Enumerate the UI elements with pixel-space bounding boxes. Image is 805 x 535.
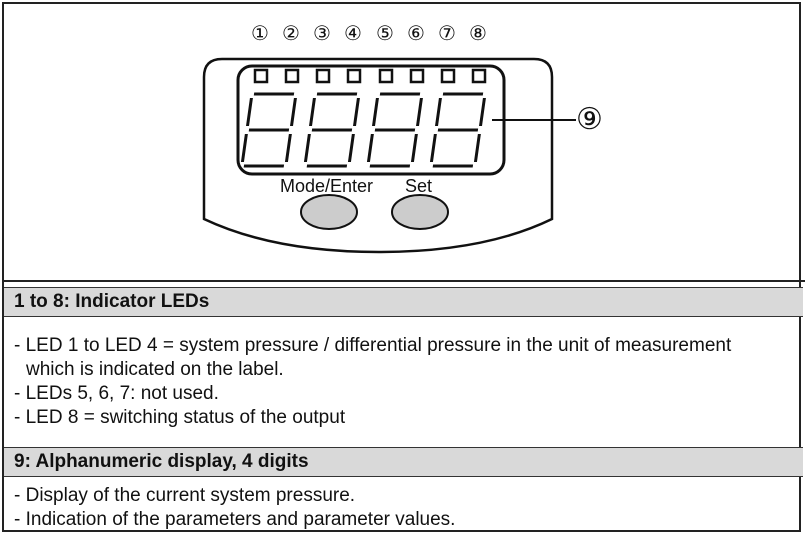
led-4 bbox=[348, 70, 360, 82]
digit-2 bbox=[305, 94, 359, 166]
led-number-6: ⑥ bbox=[407, 23, 425, 45]
led-number-4: ④ bbox=[344, 23, 362, 45]
led-line-4: - LED 8 = switching status of the output bbox=[14, 407, 346, 428]
set-label: Set bbox=[405, 176, 433, 196]
led-line-2: which is indicated on the label. bbox=[26, 359, 284, 380]
mode-enter-label: Mode/Enter bbox=[280, 176, 374, 196]
digit-1 bbox=[242, 94, 296, 166]
led-line-3: - LEDs 5, 6, 7: not used. bbox=[14, 383, 219, 404]
display-window bbox=[238, 66, 504, 174]
device-housing bbox=[204, 59, 552, 252]
digit-4 bbox=[431, 94, 485, 166]
mode-enter-button-shape bbox=[301, 195, 357, 229]
led-8 bbox=[473, 70, 485, 82]
display-line-1: - Display of the current system pressure. bbox=[14, 485, 356, 506]
device-drawing bbox=[4, 4, 805, 282]
led-number-7: ⑦ bbox=[438, 23, 456, 45]
section-body-display bbox=[4, 484, 803, 532]
display-line-2: - Indication of the parameters and parameter values. bbox=[14, 509, 456, 530]
section-header-display: 9: Alphanumeric display, 4 digits bbox=[4, 447, 803, 477]
led-6 bbox=[411, 70, 423, 82]
section-body-leds bbox=[4, 334, 803, 430]
led-2 bbox=[286, 70, 298, 82]
section-header-leds: 1 to 8: Indicator LEDs bbox=[4, 287, 803, 317]
page-frame bbox=[2, 2, 801, 532]
seven-segment-digits bbox=[242, 94, 485, 166]
digit-3 bbox=[368, 94, 422, 166]
led-indicators bbox=[255, 70, 485, 82]
led-number-5: ⑤ bbox=[376, 23, 394, 45]
led-7 bbox=[442, 70, 454, 82]
led-number-1: ① bbox=[251, 23, 269, 45]
led-number-3: ③ bbox=[313, 23, 331, 45]
set-button-shape bbox=[392, 195, 448, 229]
led-1 bbox=[255, 70, 267, 82]
display-callout-number: ⑨ bbox=[576, 103, 603, 136]
led-number-8: ⑧ bbox=[469, 23, 487, 45]
led-number-2: ② bbox=[282, 23, 300, 45]
led-5 bbox=[380, 70, 392, 82]
led-3 bbox=[317, 70, 329, 82]
device-diagram bbox=[4, 4, 805, 282]
led-line-1: - LED 1 to LED 4 = system pressure / differential pressure in the unit of measurement bbox=[14, 335, 732, 356]
